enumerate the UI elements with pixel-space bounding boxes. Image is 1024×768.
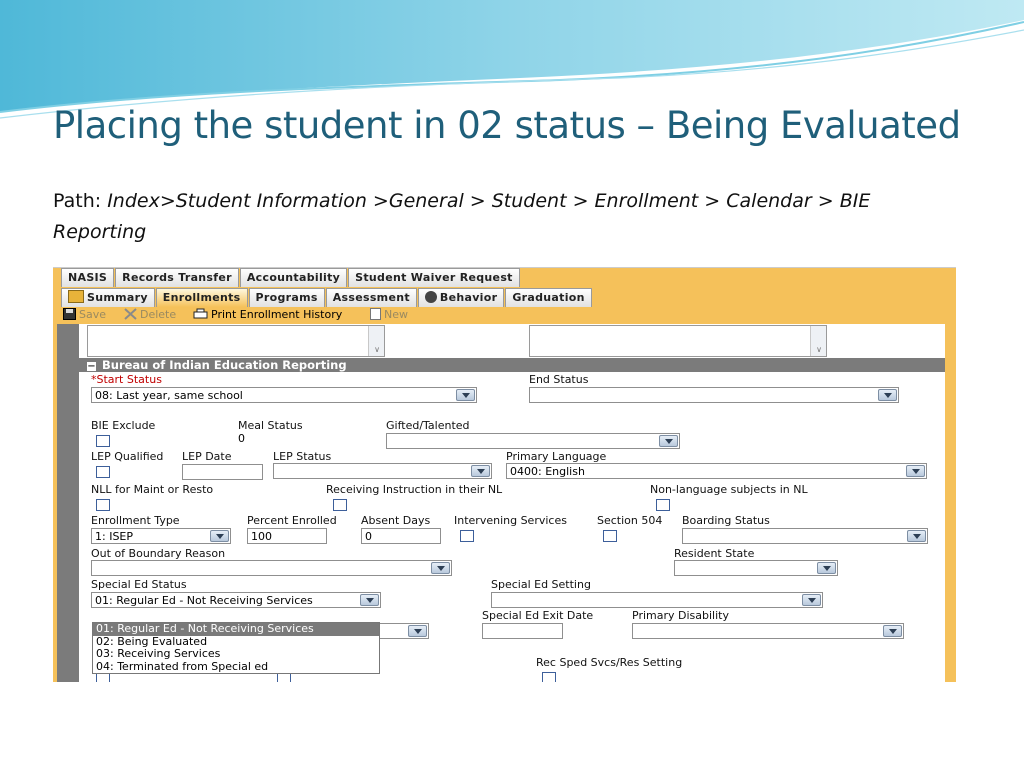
- start-status-label: *Start Status: [91, 373, 162, 386]
- partially-hidden-select[interactable]: [379, 623, 429, 639]
- out-of-boundary-label: Out of Boundary Reason: [91, 547, 226, 560]
- tab-summary-label: Summary: [87, 291, 148, 304]
- tab-nasis[interactable]: NASIS: [61, 268, 114, 287]
- bie-exclude-label: BIE Exclude: [91, 419, 156, 432]
- tab-assessment[interactable]: Assessment: [326, 288, 417, 307]
- boarding-status-label: Boarding Status: [682, 514, 770, 527]
- tab-behavior-label: Behavior: [439, 291, 498, 304]
- chevron-down-icon: [907, 530, 926, 542]
- chevron-down-icon: [431, 562, 450, 574]
- start-status-select[interactable]: [91, 387, 477, 403]
- lep-qualified-label: LEP Qualified: [91, 450, 164, 463]
- nll-checkbox[interactable]: [96, 499, 110, 511]
- section-header[interactable]: [79, 358, 945, 372]
- special-ed-exit-date-input[interactable]: [482, 623, 563, 639]
- save-button[interactable]: [63, 308, 106, 321]
- absent-days-input[interactable]: 0: [361, 528, 441, 544]
- tab-summary[interactable]: [61, 288, 155, 307]
- absent-days-label: Absent Days: [361, 514, 431, 527]
- save-icon: [63, 308, 76, 320]
- chevron-down-icon: [878, 389, 897, 401]
- chevron-down-icon: [883, 625, 902, 637]
- tab-accountability[interactable]: Accountability: [240, 268, 347, 287]
- rec-sped-label: Rec Sped Svcs/Res Setting: [536, 656, 683, 669]
- right-rail: [945, 324, 956, 682]
- print-enrollment-history-button[interactable]: [193, 308, 342, 321]
- chevron-down-icon: [817, 562, 836, 574]
- end-status-label: End Status: [529, 373, 589, 386]
- screenshot-panel: [53, 263, 956, 682]
- enrollment-type-value: 1: ISEP: [95, 530, 134, 543]
- rec-sped-checkbox[interactable]: [542, 672, 556, 682]
- enrollment-type-label: Enrollment Type: [91, 514, 180, 527]
- behavior-icon: [425, 291, 437, 303]
- chevron-down-icon: [456, 389, 475, 401]
- resident-state-select[interactable]: [674, 560, 838, 576]
- lep-status-label: LEP Status: [273, 450, 332, 463]
- path-label: Path:: [53, 190, 102, 212]
- meal-status-label: Meal Status: [238, 419, 303, 432]
- printer-icon: [193, 308, 208, 320]
- main-tab-bar: [61, 288, 593, 307]
- section-504-checkbox[interactable]: [603, 530, 617, 542]
- comments-textarea-right[interactable]: ∨: [529, 325, 827, 357]
- non-language-checkbox[interactable]: [656, 499, 670, 511]
- primary-language-label: Primary Language: [506, 450, 607, 463]
- chevron-down-icon: [408, 625, 427, 637]
- save-label: Save: [79, 308, 107, 321]
- left-rail: [57, 324, 79, 682]
- intervening-services-checkbox[interactable]: [460, 530, 474, 542]
- tab-records-transfer[interactable]: Records Transfer: [115, 268, 239, 287]
- special-ed-setting-label: Special Ed Setting: [491, 578, 591, 591]
- resident-state-label: Resident State: [674, 547, 755, 560]
- lep-date-label: LEP Date: [182, 450, 232, 463]
- dropdown-option[interactable]: 01: Regular Ed - Not Receiving Services: [93, 623, 379, 636]
- print-label: Print Enrollment History: [211, 308, 343, 321]
- section-504-label: Section 504: [597, 514, 663, 527]
- chevron-down-icon: [360, 594, 379, 606]
- tab-student-waiver-request[interactable]: Student Waiver Request: [348, 268, 520, 287]
- special-ed-exit-date-label: Special Ed Exit Date: [482, 609, 594, 622]
- meal-status-value: 0: [238, 432, 245, 445]
- chevron-down-icon: [210, 530, 229, 542]
- dropdown-option[interactable]: 02: Being Evaluated: [96, 634, 208, 648]
- chevron-down-icon: [906, 465, 925, 477]
- section-title: Bureau of Indian Education Reporting: [102, 358, 347, 372]
- chevron-down-icon: [659, 435, 678, 447]
- receiving-nl-checkbox[interactable]: [333, 499, 347, 511]
- delete-button[interactable]: [124, 308, 176, 321]
- path-value: Index>Student Information >General > Student > Enrollment > Calendar > BIE Reporting: [53, 190, 871, 243]
- new-document-icon: [370, 308, 381, 320]
- receiving-nl-label: Receiving Instruction in their NL: [326, 483, 503, 496]
- nll-label: NLL for Maint or Resto: [91, 483, 214, 496]
- gifted-talented-select[interactable]: [386, 433, 680, 449]
- tab-behavior[interactable]: [418, 288, 504, 307]
- primary-language-value: 0400: English: [510, 465, 585, 478]
- dropdown-option[interactable]: 03: Receiving Services: [96, 647, 221, 660]
- hidden-row-checkbox-1[interactable]: [96, 673, 110, 682]
- primary-disability-label: Primary Disability: [632, 609, 729, 622]
- lep-qualified-checkbox[interactable]: [96, 466, 110, 478]
- percent-enrolled-input[interactable]: 100: [247, 528, 327, 544]
- chevron-down-icon: [802, 594, 821, 606]
- new-button[interactable]: [370, 308, 408, 321]
- start-status-value: 08: Last year, same school: [95, 389, 243, 402]
- special-ed-setting-select[interactable]: [491, 592, 823, 608]
- comments-textarea-left[interactable]: ∨: [87, 325, 385, 357]
- gifted-talented-label: Gifted/Talented: [386, 419, 470, 432]
- tab-programs[interactable]: Programs: [249, 288, 325, 307]
- special-ed-status-label: Special Ed Status: [91, 578, 187, 591]
- enrollment-type-select[interactable]: [91, 528, 231, 544]
- bie-exclude-checkbox[interactable]: [96, 435, 110, 447]
- navigation-path: [53, 186, 953, 248]
- collapse-icon: −: [87, 361, 96, 372]
- non-language-label: Non-language subjects in NL: [650, 483, 808, 496]
- delete-label: Delete: [140, 308, 177, 321]
- delete-icon: [124, 308, 137, 320]
- percent-enrolled-label: Percent Enrolled: [247, 514, 337, 527]
- chevron-down-icon: [471, 465, 490, 477]
- tab-enrollments[interactable]: Enrollments: [156, 288, 248, 307]
- out-of-boundary-select[interactable]: [91, 560, 452, 576]
- tab-graduation[interactable]: Graduation: [505, 288, 591, 307]
- boarding-status-select[interactable]: [682, 528, 928, 544]
- toolbar: [53, 307, 956, 324]
- lep-status-select[interactable]: [273, 463, 492, 479]
- new-label: New: [384, 308, 408, 321]
- special-ed-status-value: 01: Regular Ed - Not Receiving Services: [95, 594, 313, 607]
- end-status-select[interactable]: [529, 387, 899, 403]
- special-ed-status-select[interactable]: [91, 592, 381, 608]
- summary-icon: [68, 290, 84, 303]
- dropdown-option[interactable]: 04: Terminated from Special ed: [96, 659, 269, 673]
- intervening-services-label: Intervening Services: [454, 514, 567, 527]
- top-tab-bar: [61, 268, 521, 287]
- lep-date-input[interactable]: [182, 464, 263, 480]
- hidden-row-checkbox-2[interactable]: [277, 673, 291, 682]
- primary-disability-select[interactable]: [632, 623, 904, 639]
- slide-title: Placing the student in 02 status – Being Evaluated: [53, 104, 961, 147]
- primary-language-select[interactable]: [506, 463, 927, 479]
- special-ed-status-dropdown-list[interactable]: [92, 622, 380, 674]
